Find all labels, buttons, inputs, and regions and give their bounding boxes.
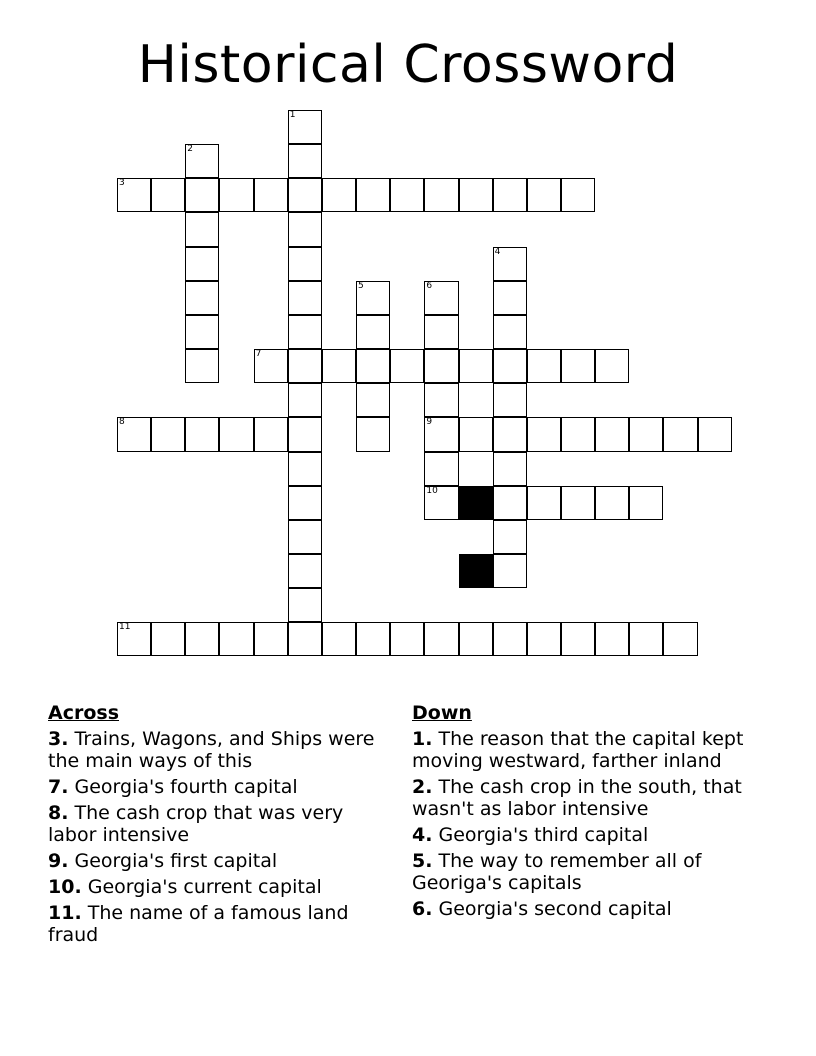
clue-number: 2. — [412, 776, 433, 798]
crossword-cell[interactable] — [629, 622, 663, 656]
clue-number: 1. — [412, 728, 433, 750]
crossword-cell[interactable] — [493, 349, 527, 383]
crossword-cell[interactable] — [698, 417, 732, 451]
clue-text: The cash crop in the south, that wasn't as labor intensive — [412, 776, 742, 820]
crossword-cell[interactable] — [527, 486, 561, 520]
clue-text: Georgia's third capital — [438, 824, 649, 846]
clue-number: 4. — [412, 824, 433, 846]
crossword-cell[interactable] — [527, 178, 561, 212]
crossword-cell[interactable] — [390, 622, 424, 656]
crossword-cell[interactable] — [595, 486, 629, 520]
crossword-cell[interactable] — [424, 486, 458, 520]
crossword-cell[interactable] — [493, 247, 527, 281]
crossword-cell[interactable] — [493, 315, 527, 349]
crossword-cell[interactable] — [288, 622, 322, 656]
crossword-cell[interactable] — [356, 417, 390, 451]
crossword-cell[interactable] — [117, 622, 151, 656]
crossword-cell[interactable] — [219, 622, 253, 656]
clue-across-11 — [48, 902, 388, 946]
crossword-cell[interactable] — [288, 212, 322, 246]
crossword-cell[interactable] — [493, 486, 527, 520]
clue-number: 9. — [48, 850, 69, 872]
crossword-cell[interactable] — [254, 178, 288, 212]
crossword-cell[interactable] — [493, 452, 527, 486]
crossword-cell[interactable] — [185, 315, 219, 349]
crossword-cell[interactable] — [288, 452, 322, 486]
across-clues — [48, 702, 388, 950]
clue-number-label: 8 — [119, 417, 125, 428]
crossword-cell[interactable] — [254, 417, 288, 451]
crossword-cell[interactable] — [459, 417, 493, 451]
crossword-cell[interactable] — [185, 212, 219, 246]
crossword-cell[interactable] — [663, 417, 697, 451]
crossword-cell[interactable] — [254, 622, 288, 656]
crossword-cell[interactable] — [663, 622, 697, 656]
crossword-cell[interactable] — [288, 281, 322, 315]
crossword-cell[interactable] — [493, 622, 527, 656]
crossword-cell[interactable] — [629, 486, 663, 520]
crossword-cell[interactable] — [356, 349, 390, 383]
clue-number: 5. — [412, 850, 433, 872]
crossword-cell[interactable] — [424, 178, 458, 212]
clue-text: Georgia's current capital — [87, 876, 322, 898]
clue-number-label: 1 — [289, 110, 296, 120]
clue-down-4 — [412, 824, 772, 846]
clue-text: Georgia's second capital — [438, 898, 672, 920]
crossword-cell[interactable] — [527, 622, 561, 656]
crossword-cell[interactable] — [595, 349, 629, 383]
black-cell — [459, 554, 493, 588]
crossword-cell[interactable] — [561, 486, 595, 520]
crossword-cell[interactable] — [151, 178, 185, 212]
crossword-cell[interactable] — [254, 349, 288, 383]
clue-number-label: 3 — [119, 178, 125, 189]
crossword-cell[interactable] — [424, 315, 458, 349]
clue-text: Trains, Wagons, and Ships were the main ways of this — [48, 728, 375, 772]
clue-number: 6. — [412, 898, 433, 920]
clue-number-label: 9 — [426, 417, 433, 428]
clue-down-1 — [412, 728, 772, 772]
down-heading: Down — [412, 702, 472, 724]
crossword-cell[interactable] — [185, 247, 219, 281]
crossword-cell[interactable] — [424, 417, 458, 451]
crossword-cell[interactable] — [356, 622, 390, 656]
crossword-cell[interactable] — [117, 178, 151, 212]
clue-down-5 — [412, 850, 772, 894]
clue-number-label: 11 — [119, 622, 131, 633]
clue-number-label: 4 — [494, 246, 501, 257]
clue-text: Georgia's first capital — [74, 850, 278, 872]
crossword-cell[interactable] — [185, 622, 219, 656]
crossword-cell[interactable] — [219, 417, 253, 451]
clue-number-label: 2 — [187, 144, 194, 155]
crossword-cell[interactable] — [493, 281, 527, 315]
crossword-cell[interactable] — [117, 417, 151, 451]
crossword-cell[interactable] — [356, 315, 390, 349]
crossword-cell[interactable] — [288, 588, 322, 622]
crossword-cell[interactable] — [288, 554, 322, 588]
clue-across-9 — [48, 850, 388, 872]
crossword-cell[interactable] — [493, 178, 527, 212]
black-cell — [459, 486, 493, 520]
crossword-cell[interactable] — [288, 520, 322, 554]
crossword-cell[interactable] — [356, 281, 390, 315]
crossword-cell[interactable] — [424, 452, 458, 486]
clue-across-7 — [48, 776, 388, 798]
crossword-cell[interactable] — [151, 417, 185, 451]
clue-text: The reason that the capital kept moving westward, farther inland — [412, 728, 744, 772]
crossword-cell[interactable] — [356, 178, 390, 212]
crossword-cell[interactable] — [527, 349, 561, 383]
crossword-cell[interactable] — [185, 144, 219, 178]
crossword-cell[interactable] — [288, 315, 322, 349]
clue-down-6 — [412, 898, 772, 920]
clue-number-label: 10 — [426, 485, 438, 496]
crossword-cell[interactable] — [322, 178, 356, 212]
crossword-cell[interactable] — [561, 349, 595, 383]
crossword-cell[interactable] — [288, 383, 322, 417]
clue-number: 7. — [48, 776, 69, 798]
crossword-cell[interactable] — [459, 349, 493, 383]
clue-number: 8. — [48, 802, 69, 824]
clue-number-label: 6 — [426, 280, 433, 291]
crossword-cell[interactable] — [459, 178, 493, 212]
crossword-cell[interactable] — [424, 349, 458, 383]
crossword-cell[interactable] — [288, 247, 322, 281]
crossword-cell[interactable] — [185, 178, 219, 212]
crossword-cell[interactable] — [629, 417, 663, 451]
crossword-cell[interactable] — [288, 417, 322, 451]
crossword-cell[interactable] — [493, 383, 527, 417]
clue-across-10 — [48, 876, 388, 898]
crossword-cell[interactable] — [561, 417, 595, 451]
crossword-cell[interactable] — [185, 349, 219, 383]
crossword-cell[interactable] — [288, 178, 322, 212]
crossword-cell[interactable] — [424, 622, 458, 656]
crossword-cell[interactable] — [288, 486, 322, 520]
crossword-cell[interactable] — [185, 417, 219, 451]
down-clues — [412, 702, 772, 924]
crossword-cell[interactable] — [356, 383, 390, 417]
clue-number: 3. — [48, 728, 69, 750]
clue-text: Georgia's fourth capital — [74, 776, 298, 798]
crossword-cell[interactable] — [561, 622, 595, 656]
puzzle-title: Historical Crossword — [137, 35, 679, 95]
clue-down-2 — [412, 776, 772, 820]
clue-across-8 — [48, 802, 388, 846]
crossword-cell[interactable] — [493, 554, 527, 588]
crossword-cell[interactable] — [219, 178, 253, 212]
clue-number: 10. — [48, 876, 82, 898]
crossword-cell[interactable] — [185, 281, 219, 315]
crossword-cell[interactable] — [561, 178, 595, 212]
crossword-cell[interactable] — [151, 622, 185, 656]
clue-across-3 — [48, 728, 388, 772]
crossword-cell[interactable] — [424, 383, 458, 417]
clue-text: The name of a famous land fraud — [48, 902, 349, 946]
crossword-cell[interactable] — [527, 417, 561, 451]
crossword-cell[interactable] — [288, 349, 322, 383]
crossword-cell[interactable] — [459, 622, 493, 656]
crossword-cell[interactable] — [493, 417, 527, 451]
across-heading: Across — [48, 702, 120, 724]
crossword-cell[interactable] — [595, 417, 629, 451]
crossword-cell[interactable] — [424, 281, 458, 315]
clue-text: The cash crop that was very labor intensive — [48, 802, 344, 846]
crossword-cell[interactable] — [288, 144, 322, 178]
crossword-cell[interactable] — [390, 349, 424, 383]
clue-text: The way to remember all of Georiga's capitals — [412, 850, 702, 894]
clue-number-label: 7 — [255, 349, 262, 360]
crossword-cell[interactable] — [288, 110, 322, 144]
clue-number-label: 5 — [358, 280, 364, 291]
crossword-cell[interactable] — [595, 622, 629, 656]
crossword-cell[interactable] — [390, 178, 424, 212]
crossword-cell[interactable] — [493, 520, 527, 554]
clue-number: 11. — [48, 902, 82, 924]
crossword-cell[interactable] — [322, 349, 356, 383]
crossword-cell[interactable] — [322, 622, 356, 656]
